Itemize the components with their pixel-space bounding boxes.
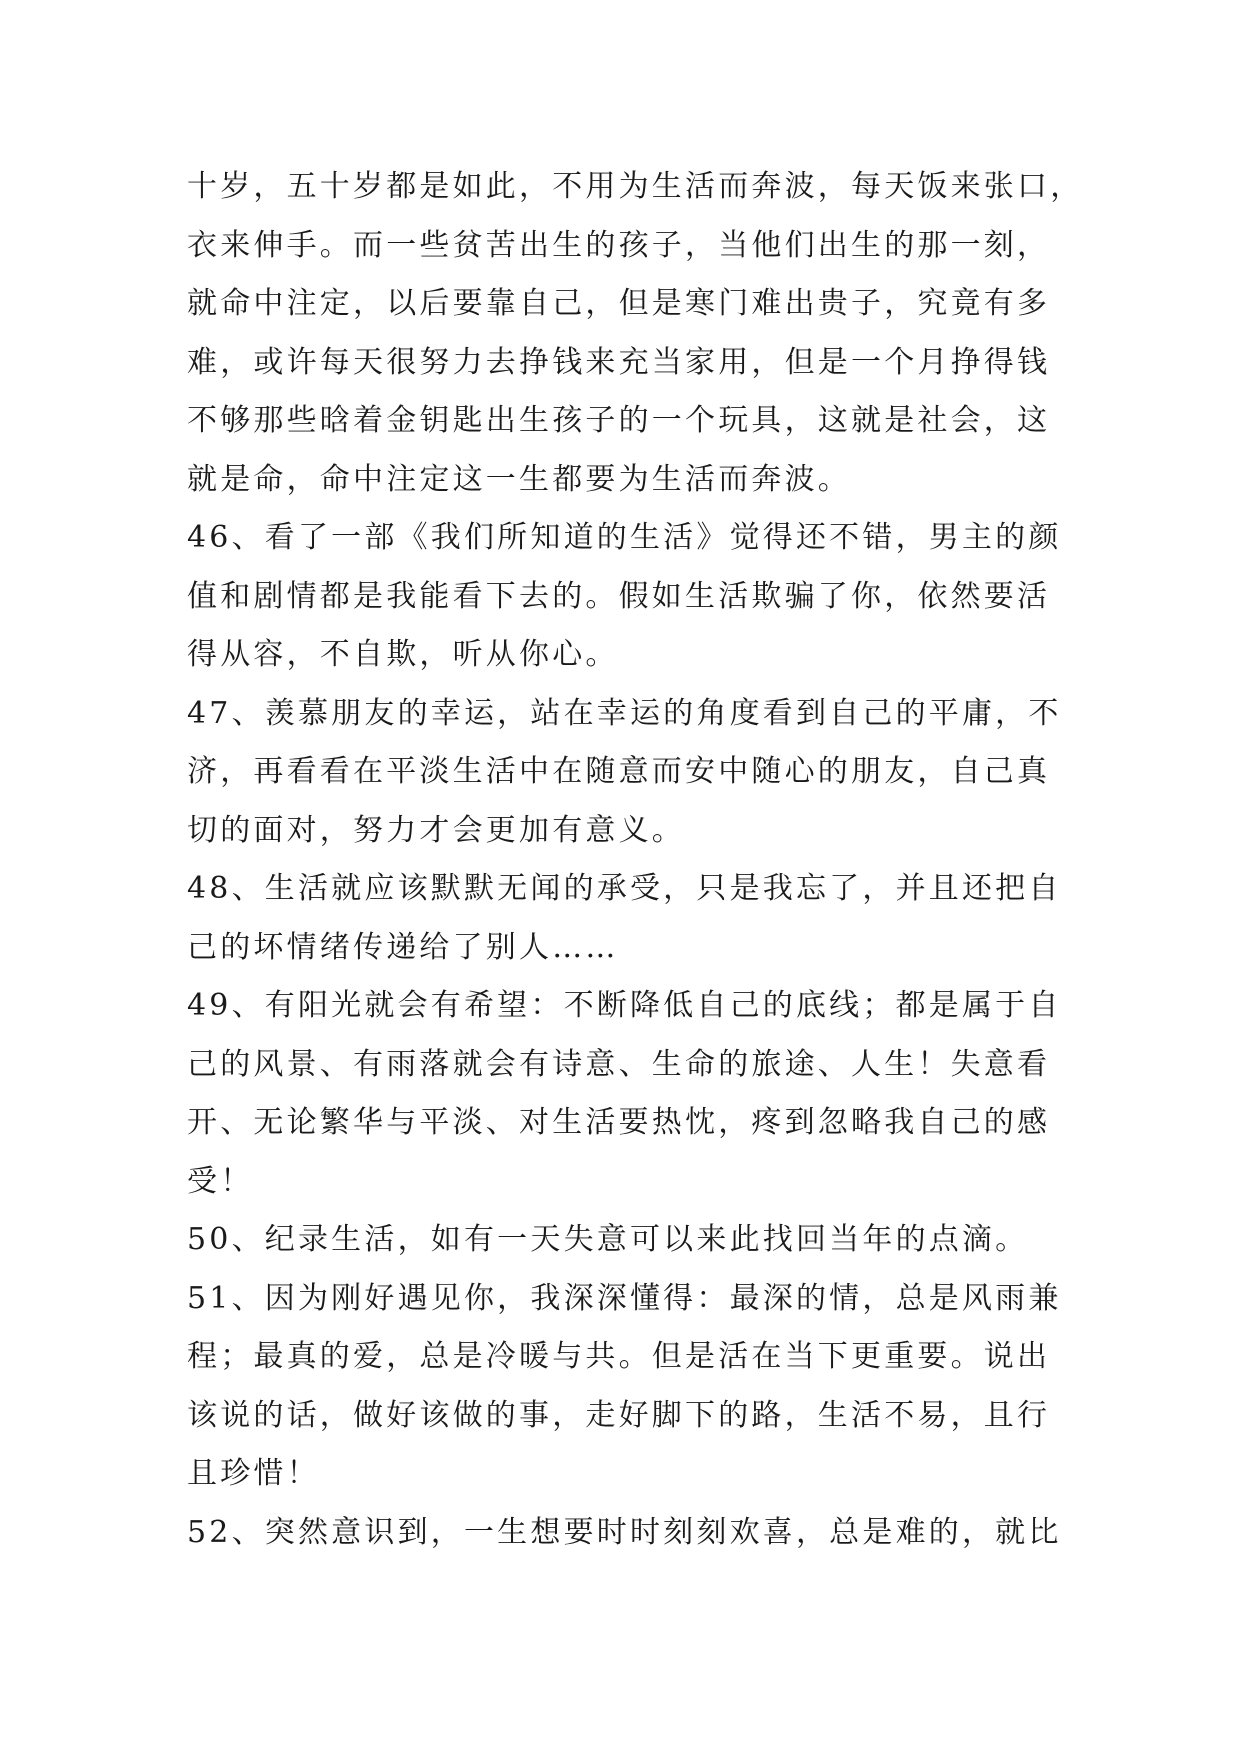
text-line: 值和剧情都是我能看下去的。假如生活欺骗了你，依然要活: [187, 578, 1051, 614]
text-line: 十岁，五十岁都是如此，不用为生活而奔波，每天饭来张口，: [187, 169, 1084, 204]
text-line: 该说的话，做好该做的事，走好脚下的路，生活不易，且行: [187, 1397, 1051, 1433]
text-line: 开、无论繁华与平淡、对生活要热忱，疼到忽略我自己的感: [187, 1105, 1051, 1140]
text-line: 50、纪录生活，如有一天失意可以来此找回当年的点滴。: [187, 1222, 1029, 1257]
text-line: 难，或许每天很努力去挣钱来充当家用，但是一个月挣得钱: [187, 344, 1051, 380]
text-line: 且珍惜！: [187, 1456, 320, 1491]
text-line: 己的坏情绪传递给了别人……: [187, 929, 619, 965]
text-line: 就命中注定，以后要靠自己，但是寒门难出贵子，究竟有多: [187, 286, 1051, 321]
text-line: 不够那些晗着金钥匙出生孩子的一个玩具，这就是社会，这: [187, 403, 1051, 438]
text-line: 就是命，命中注定这一生都要为生活而奔波。: [187, 461, 851, 497]
text-line: 49、有阳光就会有希望：不断降低自己的底线；都是属于自: [187, 988, 1062, 1023]
text-line: 48、生活就应该默默无闻的承受，只是我忘了，并且还把自: [187, 871, 1062, 906]
text-line: 受！: [187, 1163, 254, 1199]
text-line: 得从容，不自欺，听从你心。: [187, 637, 619, 672]
text-line: 46、看了一部《我们所知道的生活》觉得还不错，男主的颜: [187, 520, 1062, 555]
text-line: 47、羡慕朋友的幸运，站在幸运的角度看到自己的平庸，不: [187, 695, 1062, 731]
document-body: [187, 158, 1084, 1562]
text-line: 衣来伸手。而一些贫苦出生的孩子，当他们出生的那一刻，: [187, 227, 1051, 263]
text-line: 52、突然意识到，一生想要时时刻刻欢喜，总是难的，就比: [187, 1514, 1062, 1550]
text-line: 切的面对，努力才会更加有意义。: [187, 812, 685, 848]
text-line: 51、因为刚好遇见你，我深深懂得：最深的情，总是风雨兼: [187, 1280, 1062, 1316]
text-line: 己的风景、有雨落就会有诗意、生命的旅途、人生！失意看: [187, 1046, 1051, 1082]
text-line: 济，再看看在平淡生活中在随意而安中随心的朋友，自己真: [187, 754, 1051, 789]
text-line: 程；最真的爱，总是冷暖与共。但是活在当下更重要。说出: [187, 1339, 1051, 1374]
